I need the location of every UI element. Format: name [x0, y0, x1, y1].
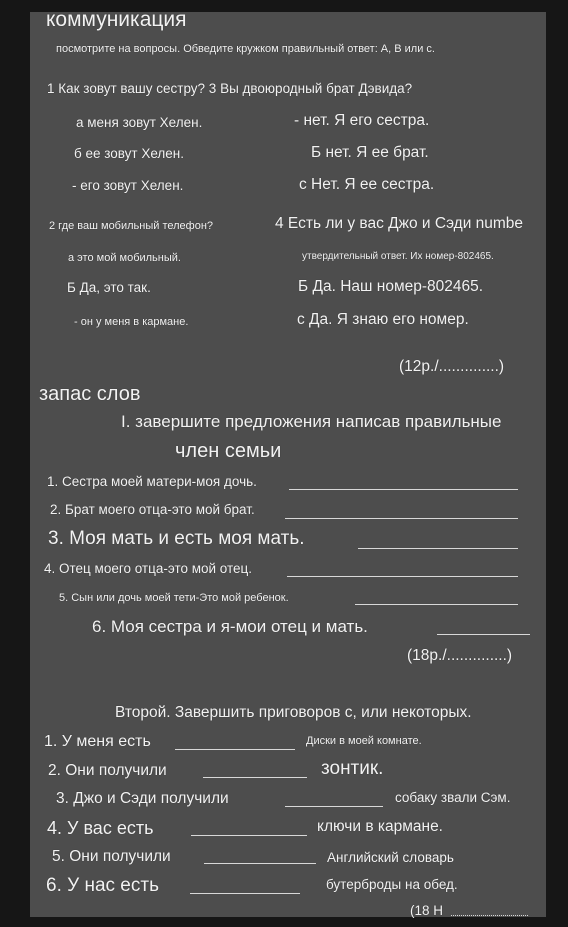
second-item-5: 5. Они получили [52, 848, 171, 865]
vocab-answer-line-2 [285, 518, 518, 519]
second-answer-6: бутерброды на обед. [326, 877, 458, 892]
vocab-answer-line-1 [289, 489, 518, 490]
vocab-item-5: 5. Сын или дочь моей тети-Это мой ребенок. [59, 592, 289, 604]
left-frame [0, 0, 30, 927]
second-answer-line-6 [190, 893, 300, 894]
second-answer-line-2 [203, 777, 307, 778]
second-answer-line-1 [175, 749, 295, 750]
answer-1a: а меня зовут Хелен. [76, 115, 203, 130]
second-item-4: 4. У вас есть [47, 818, 154, 838]
second-answer-1: Диски в моей комнате. [306, 735, 422, 747]
right-frame [546, 0, 568, 927]
second-task-title: Второй. Завершить приговоров с, или некоторых. [115, 704, 472, 721]
answer-1c: - его зовут Хелен. [72, 178, 184, 193]
answer-2c: - он у меня в кармане. [74, 316, 189, 328]
vocab-item-1: 1. Сестра моей матери-моя дочь. [47, 474, 257, 489]
second-score: (18 Н [410, 903, 444, 918]
second-item-6: 6. У нас есть [46, 875, 159, 896]
vocab-item-2: 2. Брат моего отца-это мой брат. [50, 502, 255, 517]
vocabulary-title: запас слов [39, 383, 141, 405]
second-answer-4: ключи в кармане. [317, 818, 443, 835]
answer-4b: Б Да. Наш номер-802465. [298, 278, 484, 295]
vocab-item-3: 3. Моя мать и есть моя мать. [48, 528, 305, 549]
second-item-3: 3. Джо и Сэди получили [56, 790, 229, 807]
vocab-answer-line-3 [358, 548, 518, 549]
answer-3c: с Нет. Я ее сестра. [299, 176, 435, 193]
answer-3a: - нет. Я его сестра. [294, 112, 430, 129]
second-answer-5: Английский словарь [327, 850, 454, 865]
second-item-1: 1. У меня есть [44, 733, 151, 750]
second-score-line [451, 915, 528, 916]
answer-4a: утвердительный ответ. Их номер-802465. [302, 251, 494, 262]
communication-score: (12р./..............) [399, 358, 505, 375]
second-answer-line-3 [285, 806, 383, 807]
second-answer-line-4 [191, 835, 307, 836]
answer-2b: Б Да, это так. [67, 280, 151, 295]
vocab-item-6: 6. Моя сестра и я-мои отец и мать. [92, 617, 368, 636]
answer-4c: с Да. Я знаю его номер. [297, 311, 469, 328]
vocab-answer-line-5 [355, 604, 518, 605]
second-answer-3: собаку звали Сэм. [395, 790, 511, 805]
vocabulary-subtitle: член семьи [175, 440, 282, 462]
answer-1b: б ее зовут Хелен. [74, 146, 185, 161]
answer-3b: Б нет. Я ее брат. [311, 144, 429, 161]
question-1-3: 1 Как зовут вашу сестру? 3 Вы двоюродный брат Дэвида? [47, 81, 413, 96]
vocab-item-4: 4. Отец моего отца-это мой отец. [44, 561, 253, 576]
vocab-answer-line-6 [437, 634, 530, 635]
vocabulary-task: I. завершите предложения написав правильные [121, 412, 502, 431]
vocabulary-score: (18р./..............) [407, 647, 513, 664]
second-item-2: 2. Они получили [48, 762, 167, 779]
communication-title: коммуникация [46, 8, 187, 31]
vocab-answer-line-4 [287, 576, 518, 577]
question-4: 4 Есть ли у вас Джо и Сэди numbe [275, 215, 524, 232]
question-2: 2 где ваш мобильный телефон? [49, 220, 214, 232]
communication-instruction: посмотрите на вопросы. Обведите кружком правильный ответ: А, В или с. [56, 43, 435, 55]
second-answer-line-5 [204, 863, 316, 864]
answer-2a: а это мой мобильный. [68, 252, 181, 264]
second-answer-2: зонтик. [321, 758, 384, 779]
